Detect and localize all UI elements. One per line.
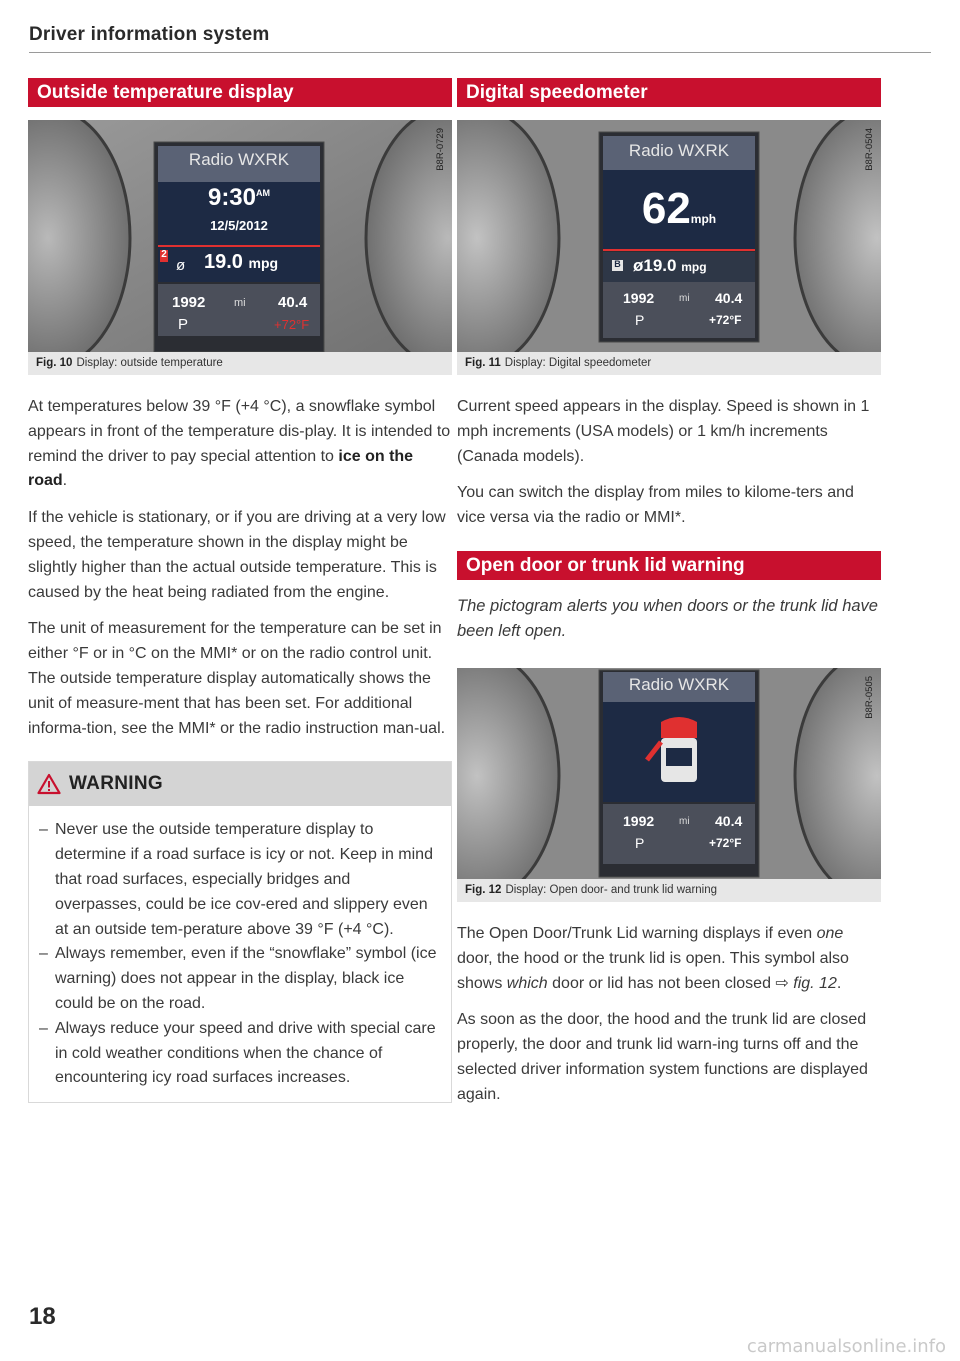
warning-title: WARNING <box>69 773 163 795</box>
section-title-outside-temperature: Outside temperature display <box>28 78 452 107</box>
screen-time <box>154 184 324 212</box>
screen-temperature: +72°F <box>709 313 742 327</box>
caption-text: Display: outside temperature <box>76 357 223 369</box>
screen-marker: B <box>614 259 621 269</box>
screen-mpg <box>204 251 278 274</box>
figure-code: B8R-0504 <box>864 128 875 171</box>
screen-odo-unit: mi <box>234 297 246 309</box>
screen-odo-unit: mi <box>679 293 690 304</box>
site-watermark: carmanualsonline.info <box>746 1336 946 1357</box>
paragraph-unit: The unit of measurement for the temperature can be set in either °F or in °C on the MMI* or on the radio control unit. The outside temperature display automatically shows the unit of measure-ment that has been set. For additional informa-tion, see the MMI* or the radio instruction man-ual. <box>28 620 446 737</box>
screen-odometer: 1992 <box>623 290 655 306</box>
paragraph-current-speed: Current speed appears in the display. Speed is shown in 1 mph increments (USA models) or 1 km/h increments (Canada models). <box>457 398 870 465</box>
screen-odometer: 1992 <box>172 294 206 311</box>
screen-gear: P <box>635 834 645 851</box>
screen-average <box>633 256 707 276</box>
warning-item: – Always remember, even if the “snowflake” symbol (ice warning) does not appear in the display, black ice could be on the road. <box>39 942 439 1016</box>
screen-marker: 2 <box>161 249 167 260</box>
section-title-digital-speedometer: Digital speedometer <box>457 78 881 107</box>
figure-11-caption <box>457 352 881 375</box>
figure-reference-link[interactable]: ⇨ fig. 12 <box>775 974 837 992</box>
figure-10-caption <box>28 352 452 375</box>
screen-speed-value: 62 <box>641 184 691 233</box>
emphasis-one: one <box>816 924 844 942</box>
paragraph-stationary: If the vehicle is stationary, or if you are driving at a very low speed, the temperature shown in the display might be slightly higher than the actual outside temperature. This is caused by the heat being radiated from the engine. <box>28 509 446 601</box>
paragraph-open-door <box>457 922 881 996</box>
page-number: 18 <box>29 1303 56 1330</box>
caption-label: Fig. 10 <box>36 357 73 369</box>
figure-code: B8R-0505 <box>864 675 875 719</box>
screen-trip: 40.4 <box>715 290 743 306</box>
intro-pictogram: The pictogram alerts you when doors or the trunk lid have been left open. <box>457 596 878 640</box>
running-header: Driver information system <box>29 24 270 45</box>
screen-mpg-value: 19.0 <box>204 251 243 273</box>
caption-label: Fig. 11 <box>465 357 501 369</box>
screen-date: 12/5/2012 <box>210 218 268 233</box>
caption-text: Display: Open door- and trunk lid warning <box>505 883 718 896</box>
caption-label: Fig. 12 <box>465 883 502 896</box>
paragraph-end: . <box>62 472 68 490</box>
screen-odo-unit: mi <box>679 815 690 827</box>
screen-avg-symbol: ø <box>176 257 186 274</box>
section-title-open-door-warning: Open door or trunk lid warning <box>457 551 881 580</box>
right-column <box>457 78 881 1108</box>
screen-temperature: +72°F <box>709 835 742 850</box>
paragraph-switch-units: You can switch the display from miles to kilome-ters and vice versa via the radio or MMI*. <box>457 484 854 527</box>
screen-speed-unit: mph <box>690 212 717 226</box>
screen-radio-label: Radio WXRK <box>188 150 290 169</box>
warning-header <box>29 762 451 806</box>
warning-item: – Always reduce your speed and drive with special care in cold weather conditions when the chance of encountering icy road surfaces increases. <box>39 1017 439 1091</box>
screen-gear: P <box>178 316 189 333</box>
instrument-cluster-illustration <box>457 668 881 879</box>
caption-text: Display: Digital speedometer <box>504 357 652 369</box>
figure-code: B8R-0729 <box>435 128 446 171</box>
emphasis-which: which <box>506 974 548 992</box>
text-part: . <box>836 974 842 992</box>
warning-box <box>28 761 452 1103</box>
screen-mpg-unit: mpg <box>248 255 279 271</box>
figure-11 <box>457 120 881 352</box>
paragraph-snowflake <box>28 395 452 494</box>
screen-radio-label: Radio WXRK <box>628 141 730 160</box>
screen-gear: P <box>635 312 645 328</box>
warning-triangle-icon <box>37 773 61 795</box>
left-column <box>28 78 452 1103</box>
text-part: The Open Door/Trunk Lid warning displays if even <box>457 924 817 942</box>
screen-radio-label: Radio WXRK <box>628 674 730 694</box>
paragraph-closed: As soon as the door, the hood and the trunk lid are closed properly, the door and trunk lid warn-ing turns off and the selected driver information system functions are displayed again. <box>457 1011 868 1103</box>
screen-time-suffix: AM <box>256 188 271 198</box>
screen-trip: 40.4 <box>715 812 743 829</box>
text-part: door or lid has not been closed <box>547 974 776 992</box>
warning-item: – Never use the outside temperature display to determine if a road surface is icy or not. Keep in mind that road surfaces, especially bridges and overpasses, could be ice cov-ered and slippery even at an outside tem-perature above 39 °F (+4 °C). <box>39 818 439 942</box>
figure-12-caption <box>457 879 881 902</box>
screen-odometer: 1992 <box>623 812 655 829</box>
screen-mpg-unit: mpg <box>681 260 707 274</box>
text-part: door, the hood or the trunk lid is open. This symbol also shows <box>457 949 849 992</box>
screen-trip: 40.4 <box>278 294 308 311</box>
warning-list <box>29 806 451 1102</box>
screen-time-value: 9:30 <box>207 184 257 211</box>
header-rule <box>29 52 931 53</box>
paragraph-text: At temperatures below 39 °F (+4 °C), a snowflake symbol appears in front of the temperature dis-play. It is intended to remind the driver to pay special attention to <box>28 398 451 465</box>
figure-12 <box>457 668 881 879</box>
screen-avg-value: ø19.0 <box>633 256 677 275</box>
screen-speed <box>599 184 759 234</box>
emphasis-ice-on-road: ice on the road <box>28 447 414 490</box>
figure-10 <box>28 120 452 352</box>
screen-temperature: +72°F <box>274 317 310 332</box>
